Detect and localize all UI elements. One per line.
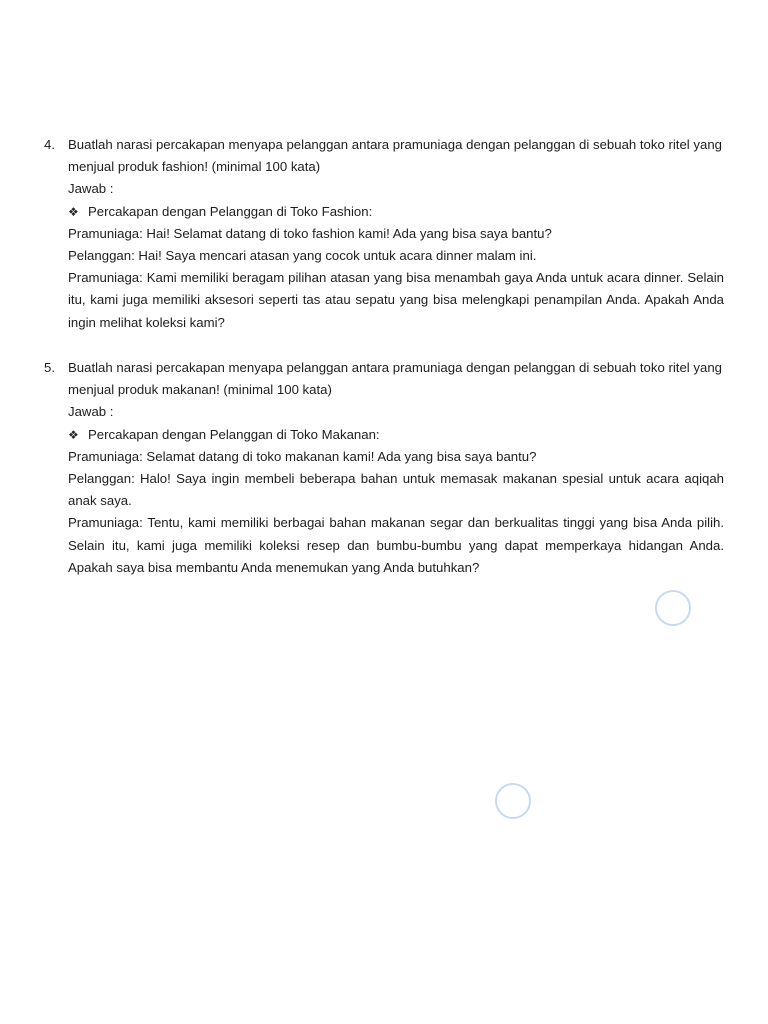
dialogue-line: Pelanggan: Halo! Saya ingin membeli beberapa bahan untuk memasak makanan spesial untuk acara aqiqah anak saya. bbox=[68, 471, 724, 509]
diamond-bullet-icon: ❖ bbox=[68, 204, 79, 219]
question-4-number: 4. bbox=[44, 137, 55, 152]
question-5-header bbox=[44, 357, 724, 401]
question-4-prompt: Buatlah narasi percakapan menyapa pelanggan antara pramuniaga dengan pelanggan di sebuah toko ritel yang menjual produk fashion! (minimal 100 kata) bbox=[68, 137, 722, 175]
answer-label: Jawab : bbox=[68, 404, 114, 420]
question-4-answer bbox=[44, 178, 724, 333]
dialogue-line: Pramuniaga: Tentu, kami memiliki berbagai bahan makanan segar dan berkualitas tinggi yang bisa Anda pilih. Selain itu, kami juga memiliki koleksi resep dan bumbu-bumbu yang dapat memperkaya hidangan Anda. Apakah saya bisa membantu Anda menemukan yang Anda butuhkan? bbox=[68, 515, 724, 575]
diamond-bullet-icon: ❖ bbox=[68, 427, 79, 442]
question-5-answer bbox=[44, 401, 724, 579]
question-5-prompt: Buatlah narasi percakapan menyapa pelanggan antara pramuniaga dengan pelanggan di sebuah toko ritel yang menjual produk makanan! (minimal 100 kata) bbox=[68, 360, 722, 398]
answer-label: Jawab : bbox=[68, 181, 114, 197]
answer-heading-line bbox=[68, 424, 724, 446]
dialogue-line: Pelanggan: Hai! Saya mencari atasan yang cocok untuk acara dinner malam ini. bbox=[68, 248, 537, 264]
answer-heading-line bbox=[68, 201, 724, 223]
circle-outline-icon bbox=[495, 783, 531, 819]
question-5-number: 5. bbox=[44, 360, 55, 375]
answer-heading: Percakapan dengan Pelanggan di Toko Fashion: bbox=[88, 203, 373, 219]
dialogue-line: Pramuniaga: Hai! Selamat datang di toko fashion kami! Ada yang bisa saya bantu? bbox=[68, 225, 552, 241]
question-4 bbox=[44, 134, 724, 334]
answer-heading: Percakapan dengan Pelanggan di Toko Makanan: bbox=[88, 426, 380, 442]
question-4-header bbox=[44, 134, 724, 178]
circle-outline-icon bbox=[655, 590, 691, 626]
dialogue-line: Pramuniaga: Kami memiliki beragam pilihan atasan yang bisa menambah gaya Anda untuk acara dinner. Selain itu, kami juga memiliki aksesori seperti tas atau sepatu yang bisa melengkapi penampilan Anda. Apakah Anda ingin melihat koleksi kami? bbox=[68, 270, 724, 330]
dialogue-line: Pramuniaga: Selamat datang di toko makanan kami! Ada yang bisa saya bantu? bbox=[68, 448, 537, 464]
question-5 bbox=[44, 357, 724, 579]
